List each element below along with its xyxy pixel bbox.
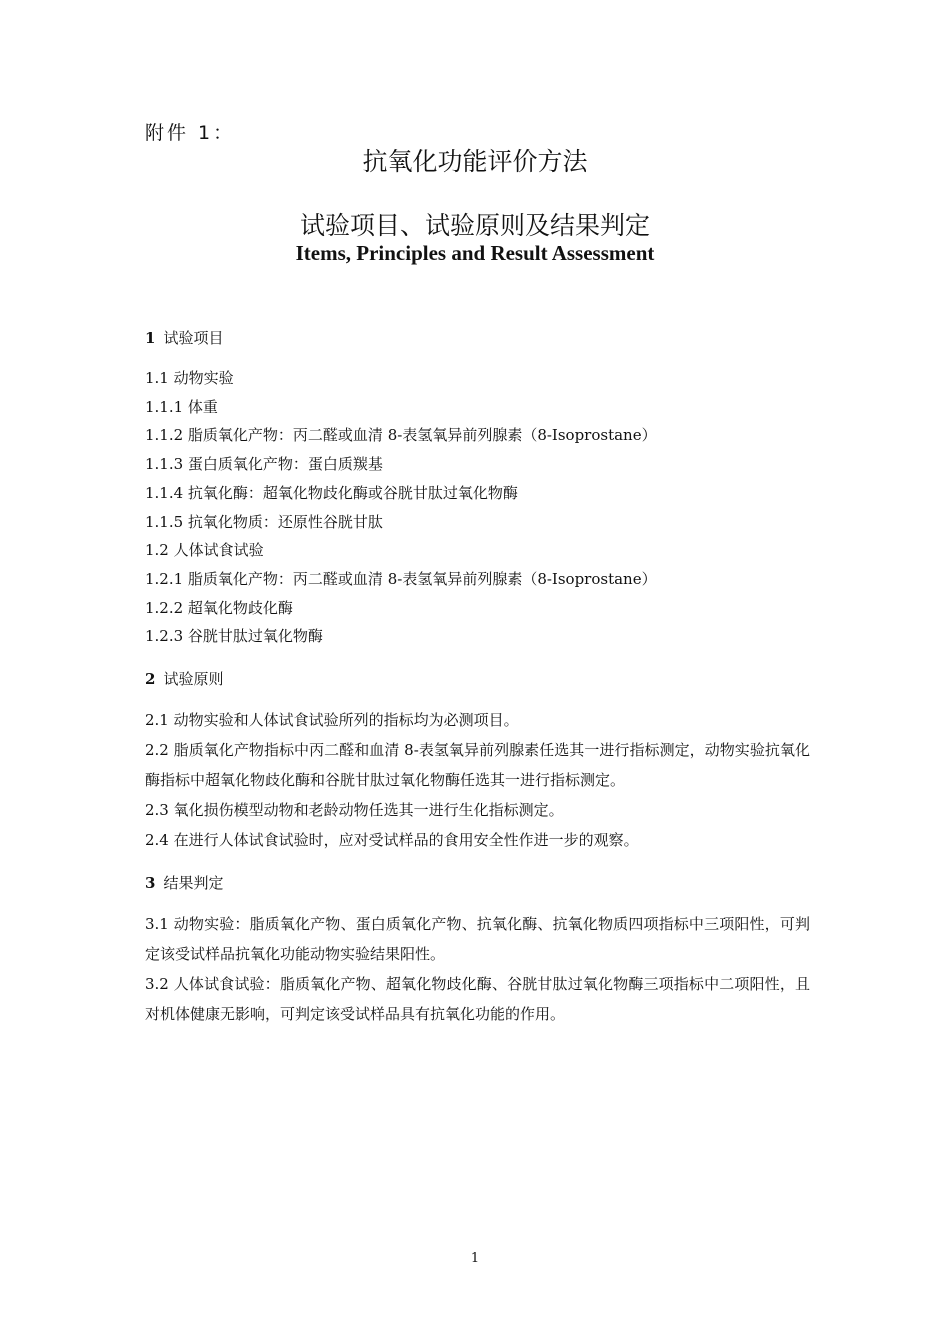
list-item: 1.1.2 脂质氧化产物：丙二醛或血清 8-表氢氧异前列腺素（8-Isoprostane）	[145, 426, 657, 445]
section-number: 3	[145, 874, 156, 893]
section-title: 试验原则	[163, 670, 224, 689]
section-heading-1	[145, 328, 810, 348]
section-heading-2	[145, 669, 810, 689]
section-heading-3	[145, 873, 810, 893]
section-title: 结果判定	[163, 874, 224, 893]
page-number: 1	[470, 1251, 480, 1266]
list-item: 1.1 动物实验	[145, 369, 234, 387]
document-subtitle-english: Items, Principles and Result Assessment	[295, 241, 655, 265]
section-3-items	[145, 909, 810, 1029]
paragraph: 2.4 在进行人体试食试验时，应对受试样品的食用安全性作进一步的观察。	[145, 831, 639, 850]
list-item: 1.1.4 抗氧化酶：超氧化物歧化酶或谷胱甘肽过氧化物酶	[145, 483, 518, 502]
list-item: 1.1.1 体重	[145, 397, 218, 416]
paragraph: 3.2 人体试食试验：脂质氧化产物、超氧化物歧化酶、谷胱甘肽过氧化物酶三项指标中二项阳性，且对机体健康无影响，可判定该受试样品具有抗氧化功能的作用。	[145, 975, 810, 1024]
section-number: 1	[145, 329, 156, 347]
paragraph: 2.1 动物实验和人体试食试验所列的指标均为必测项目。	[145, 711, 519, 730]
paragraph: 2.3 氧化损伤模型动物和老龄动物任选其一进行生化指标测定。	[145, 801, 564, 820]
section-number: 2	[145, 670, 156, 689]
paragraph: 3.1 动物实验：脂质氧化产物、蛋白质氧化产物、抗氧化酶、抗氧化物质四项指标中三项阳性，可判定该受试样品抗氧化功能动物实验结果阳性。	[145, 915, 810, 964]
document-title: 抗氧化功能评价方法	[362, 147, 588, 176]
section-1-items	[145, 364, 810, 651]
document-body	[145, 328, 810, 1047]
attachment-label: 附件 1：	[145, 122, 236, 144]
list-item: 1.2 人体试食试验	[145, 541, 264, 560]
section-2-items	[145, 705, 810, 855]
list-item: 1.2.3 谷胱甘肽过氧化物酶	[145, 627, 323, 646]
document-subtitle: 试验项目、试验原则及结果判定	[299, 211, 650, 240]
list-item: 1.1.5 抗氧化物质：还原性谷胱甘肽	[145, 512, 383, 531]
list-item: 1.2.2 超氧化物歧化酶	[145, 598, 293, 617]
list-item: 1.2.1 脂质氧化产物：丙二醛或血清 8-表氢氧异前列腺素（8-Isoprostane）	[145, 569, 657, 588]
paragraph: 2.2 脂质氧化产物指标中丙二醛和血清 8-表氢氧异前列腺素任选其一进行指标测定，动物实验抗氧化酶指标中超氧化物歧化酶和谷胱甘肽过氧化物酶任选其一进行指标测定。	[145, 741, 810, 790]
section-title: 试验项目	[163, 329, 224, 347]
list-item: 1.1.3 蛋白质氧化产物：蛋白质羰基	[145, 455, 383, 474]
